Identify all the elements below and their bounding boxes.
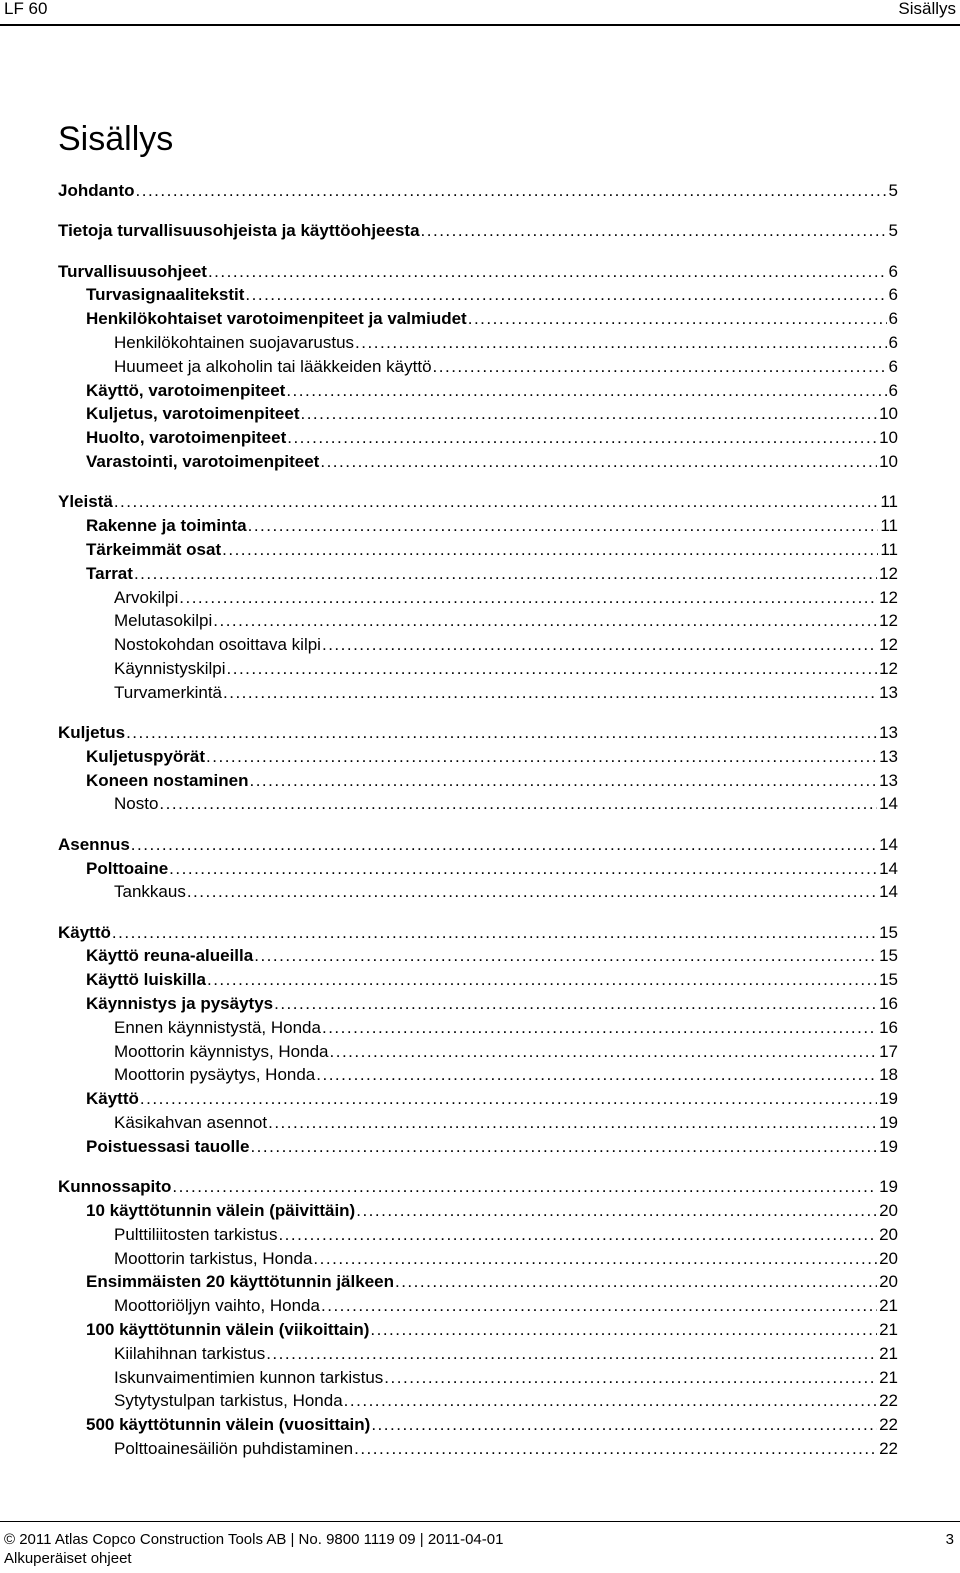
toc-entry-page: 16 [879, 1017, 898, 1037]
toc-dot-leader [250, 1136, 877, 1158]
toc-entry[interactable] [114, 1248, 898, 1270]
toc-entry-label: Kunnossapito [58, 1177, 172, 1197]
toc-entry[interactable] [114, 610, 898, 632]
toc-entry-page: 18 [879, 1065, 898, 1085]
toc-entry[interactable] [86, 1136, 898, 1158]
toc-entry[interactable] [114, 1438, 898, 1460]
toc-entry[interactable] [86, 403, 898, 425]
page-header [0, 0, 960, 26]
toc-dot-leader [206, 746, 877, 768]
toc-dot-leader [421, 220, 887, 242]
toc-entry-label: Ensimmäisten 20 käyttötunnin jälkeen [86, 1272, 394, 1292]
toc-entry[interactable] [114, 1343, 898, 1365]
toc-entry-label: Pulttiliitosten tarkistus [114, 1224, 278, 1244]
toc-entry-label: Käynnistyskilpi [114, 658, 226, 678]
toc-entry[interactable] [86, 1319, 898, 1341]
toc-dot-leader [179, 587, 877, 609]
toc-entry[interactable] [58, 261, 898, 283]
toc-dot-leader [134, 563, 877, 585]
toc-entry-page: 14 [879, 834, 898, 854]
toc-entry-page: 22 [879, 1391, 898, 1411]
toc-entry-page: 5 [888, 221, 898, 241]
toc-entry[interactable] [114, 1041, 898, 1063]
toc-entry[interactable] [86, 746, 898, 768]
toc-entry[interactable] [86, 858, 898, 880]
toc-entry[interactable] [86, 945, 898, 967]
toc-dot-leader [254, 945, 877, 967]
header-section-name: Sisällys [898, 0, 956, 18]
toc-entry-page: 11 [880, 492, 898, 512]
toc-dot-leader [287, 427, 877, 449]
toc-entry[interactable] [58, 220, 898, 242]
toc-entry-page: 15 [879, 946, 898, 966]
toc-entry-page: 19 [879, 1136, 898, 1156]
toc-entry-label: Tankkaus [114, 882, 186, 902]
toc-entry-label: Ennen käynnistystä, Honda [114, 1017, 321, 1037]
toc-entry-page: 12 [879, 635, 898, 655]
toc-entry-label: Henkilökohtaiset varotoimenpiteet ja valmiudet [86, 309, 467, 329]
toc-entry[interactable] [114, 793, 898, 815]
toc-dot-leader [370, 1319, 877, 1341]
toc-entry[interactable] [114, 1390, 898, 1412]
header-divider [0, 24, 960, 26]
toc-entry[interactable] [58, 834, 898, 856]
toc-entry-page: 21 [879, 1319, 898, 1339]
toc-entry-label: Sytytystulpan tarkistus, Honda [114, 1391, 343, 1411]
toc-dot-leader [245, 284, 886, 306]
toc-entry-label: Käyttö luiskilla [86, 970, 206, 990]
toc-dot-leader [322, 634, 877, 656]
toc-entry-page: 14 [879, 858, 898, 878]
toc-dot-leader [248, 515, 879, 537]
toc-entry-page: 11 [880, 539, 898, 559]
toc-entry[interactable] [86, 380, 898, 402]
toc-entry-label: Käyttö [58, 922, 111, 942]
page-title: Sisällys [58, 120, 174, 158]
toc-entry[interactable] [114, 1064, 898, 1086]
toc-entry-label: Henkilökohtainen suojavarustus [114, 333, 355, 352]
toc-entry[interactable] [58, 180, 898, 202]
toc-entry-page: 6 [888, 380, 898, 400]
toc-entry[interactable] [114, 332, 898, 354]
toc-entry[interactable] [86, 1271, 898, 1293]
toc-dot-leader [355, 332, 886, 354]
toc-entry-label: Tietoja turvallisuusohjeista ja käyttöohjeesta [58, 221, 420, 241]
toc-entry[interactable] [86, 1414, 898, 1436]
toc-entry-label: Kuljetuspyörät [86, 746, 206, 766]
toc-entry[interactable] [86, 1200, 898, 1222]
toc-entry-label: Huumeet ja alkoholin tai lääkkeiden käyttö [114, 356, 432, 376]
toc-dot-leader [136, 180, 887, 202]
toc-dot-leader [356, 1200, 877, 1222]
toc-entry[interactable] [114, 658, 898, 680]
toc-entry-label: Kuljetus [58, 723, 126, 742]
toc-entry-label: Käsikahvan asennot [114, 1113, 268, 1132]
toc-entry-label: Nosto [114, 794, 159, 814]
toc-dot-leader [223, 682, 877, 704]
toc-dot-leader [112, 922, 877, 944]
toc-dot-leader [433, 356, 887, 378]
toc-entry-label: Varastointi, varotoimenpiteet [86, 452, 320, 471]
toc-dot-leader [320, 451, 877, 473]
toc-entry-label: Nostokohdan osoittava kilpi [114, 635, 321, 655]
toc-entry-page: 6 [888, 261, 898, 281]
toc-entry-page: 22 [879, 1415, 898, 1435]
toc-dot-leader [208, 261, 887, 283]
toc-entry-page: 20 [879, 1248, 898, 1268]
toc-entry-page: 10 [879, 428, 898, 448]
toc-dot-leader [172, 1176, 877, 1198]
toc-dot-leader [169, 858, 877, 880]
toc-entry-page: 6 [888, 356, 898, 376]
toc-entry-page: 12 [879, 587, 898, 607]
toc-entry[interactable] [86, 1088, 898, 1110]
toc-entry[interactable] [86, 969, 898, 991]
toc-dot-leader [249, 770, 877, 792]
toc-entry-page: 14 [879, 794, 898, 814]
toc-entry-page: 20 [879, 1200, 898, 1220]
toc-entry-page: 13 [879, 723, 898, 742]
toc-dot-leader [213, 610, 877, 632]
toc-dot-leader [222, 539, 878, 561]
toc-entry-label: Tärkeimmät osat [86, 539, 222, 559]
toc-entry-page: 10 [879, 404, 898, 424]
toc-entry-label: Polttoainesäiliön puhdistaminen [114, 1438, 354, 1458]
toc-entry-page: 10 [879, 452, 898, 471]
toc-entry-page: 6 [888, 309, 898, 329]
toc-entry-label: Kiilahihnan tarkistus [114, 1343, 266, 1363]
toc-dot-leader [187, 881, 877, 903]
toc-entry-page: 19 [879, 1177, 898, 1197]
toc-entry[interactable] [114, 1367, 898, 1389]
toc-entry[interactable] [86, 308, 898, 330]
toc-dot-leader [159, 793, 877, 815]
toc-entry[interactable] [114, 1295, 898, 1317]
toc-dot-leader [316, 1064, 877, 1086]
toc-entry-label: Johdanto [58, 181, 135, 200]
toc-entry[interactable] [58, 922, 898, 944]
toc-entry-label: 100 käyttötunnin välein (viikoittain) [86, 1319, 370, 1339]
toc-entry[interactable] [114, 634, 898, 656]
toc-entry-label: Moottorin pysäytys, Honda [114, 1065, 316, 1085]
toc-dot-leader [227, 658, 878, 680]
toc-entry-label: Asennus [58, 834, 130, 854]
toc-entry-label: Käynnistys ja pysäytys [86, 994, 274, 1013]
toc-entry-page: 15 [879, 970, 898, 990]
footer-page-number: 3 [945, 1531, 954, 1548]
toc-entry-page: 21 [879, 1343, 898, 1363]
header-product-code: LF 60 [4, 0, 48, 18]
toc-entry-label: Polttoaine [86, 858, 169, 878]
toc-entry[interactable] [58, 1176, 898, 1198]
toc-entry-label: Rakenne ja toiminta [86, 516, 247, 536]
toc-entry-page: 13 [879, 770, 898, 790]
toc-entry-page: 20 [879, 1272, 898, 1292]
toc-entry-page: 16 [879, 994, 898, 1013]
toc-entry-page: 11 [880, 516, 898, 536]
toc-entry[interactable] [86, 284, 898, 306]
toc-entry-label: Poistuessasi tauolle [86, 1136, 250, 1156]
toc-entry[interactable] [114, 682, 898, 704]
toc-entry[interactable] [86, 563, 898, 585]
toc-dot-leader [114, 491, 879, 513]
toc-entry-label: Turvallisuusohjeet [58, 261, 207, 281]
toc-dot-leader [322, 1017, 877, 1039]
toc-entry-page: 20 [879, 1224, 898, 1244]
toc-entry-page: 17 [879, 1041, 898, 1061]
toc-entry-page: 22 [879, 1438, 898, 1458]
toc-entry-label: Käyttö, varotoimenpiteet [86, 380, 286, 400]
toc-entry-label: Käyttö reuna-alueilla [86, 946, 254, 966]
toc-entry-label: Moottoriöljyn vaihto, Honda [114, 1296, 321, 1316]
toc-entry[interactable] [114, 881, 898, 903]
toc-entry-page: 13 [879, 682, 898, 702]
toc-dot-leader [371, 1414, 877, 1436]
toc-entry-page: 12 [879, 658, 898, 678]
toc-entry[interactable] [114, 1112, 898, 1134]
toc-entry-label: Käyttö [86, 1089, 139, 1109]
toc-dot-leader [268, 1112, 877, 1134]
toc-entry[interactable] [58, 722, 898, 744]
toc-dot-leader [395, 1271, 877, 1293]
toc-entry[interactable] [114, 587, 898, 609]
toc-entry-page: 13 [879, 746, 898, 766]
toc-dot-leader [278, 1224, 877, 1246]
toc-dot-leader [300, 403, 877, 425]
toc-entry-label: Yleistä [58, 492, 113, 512]
toc-entry[interactable] [58, 491, 898, 513]
toc-dot-leader [140, 1088, 877, 1110]
toc-entry-page: 19 [879, 1113, 898, 1132]
toc-entry-label: Huolto, varotoimenpiteet [86, 428, 287, 448]
toc-dot-leader [207, 969, 877, 991]
toc-dot-leader [131, 834, 877, 856]
toc-dot-leader [354, 1438, 877, 1460]
toc-entry[interactable] [86, 993, 898, 1015]
toc-entry-label: Moottorin tarkistus, Honda [114, 1248, 313, 1268]
toc-dot-leader [313, 1248, 877, 1270]
toc-entry[interactable] [114, 1017, 898, 1039]
toc-dot-leader [321, 1295, 877, 1317]
toc-entry-page: 12 [879, 563, 898, 583]
toc-entry-page: 6 [888, 333, 898, 352]
toc-entry-label: Tarrat [86, 563, 133, 583]
toc-entry-page: 6 [888, 285, 898, 305]
toc-entry[interactable] [86, 451, 898, 473]
toc-entry[interactable] [86, 539, 898, 561]
toc-entry-page: 14 [879, 882, 898, 902]
toc-entry-page: 21 [879, 1367, 898, 1387]
toc-entry-page: 5 [888, 181, 898, 200]
toc-dot-leader [468, 308, 887, 330]
toc-entry-label: Iskunvaimentimien kunnon tarkistus [114, 1367, 384, 1387]
toc-entry-label: Moottorin käynnistys, Honda [114, 1041, 329, 1061]
toc-dot-leader [330, 1041, 878, 1063]
toc-entry-label: Arvokilpi [114, 587, 179, 607]
toc-entry-page: 21 [879, 1296, 898, 1316]
toc-entry[interactable] [114, 356, 898, 378]
toc-entry-label: Turvamerkintä [114, 682, 223, 702]
toc-entry-label: Turvasignaalitekstit [86, 285, 245, 305]
footer-divider [0, 1521, 960, 1522]
toc-entry[interactable] [86, 427, 898, 449]
toc-entry-page: 12 [879, 611, 898, 631]
toc-entry-page: 19 [879, 1089, 898, 1109]
toc-entry[interactable] [114, 1224, 898, 1246]
toc-dot-leader [384, 1367, 877, 1389]
footer-copyright: © 2011 Atlas Copco Construction Tools AB | No. 9800 1119 09 | 2011-04-01 [4, 1531, 504, 1548]
toc-entry-label: Koneen nostaminen [86, 770, 249, 790]
toc-entry-label: 500 käyttötunnin välein (vuosittain) [86, 1415, 371, 1435]
toc-dot-leader [286, 380, 886, 402]
toc-dot-leader [126, 722, 877, 744]
toc-dot-leader [344, 1390, 877, 1412]
toc-entry-label: Kuljetus, varotoimenpiteet [86, 404, 300, 424]
toc-dot-leader [274, 993, 877, 1015]
toc-entry[interactable] [86, 515, 898, 537]
toc-entry-label: 10 käyttötunnin välein (päivittäin) [86, 1200, 356, 1220]
footer-original-instructions: Alkuperäiset ohjeet [4, 1550, 132, 1567]
toc-entry-page: 15 [879, 922, 898, 942]
toc-dot-leader [266, 1343, 877, 1365]
toc-entry-label: Melutasokilpi [114, 611, 213, 631]
toc-entry[interactable] [86, 770, 898, 792]
